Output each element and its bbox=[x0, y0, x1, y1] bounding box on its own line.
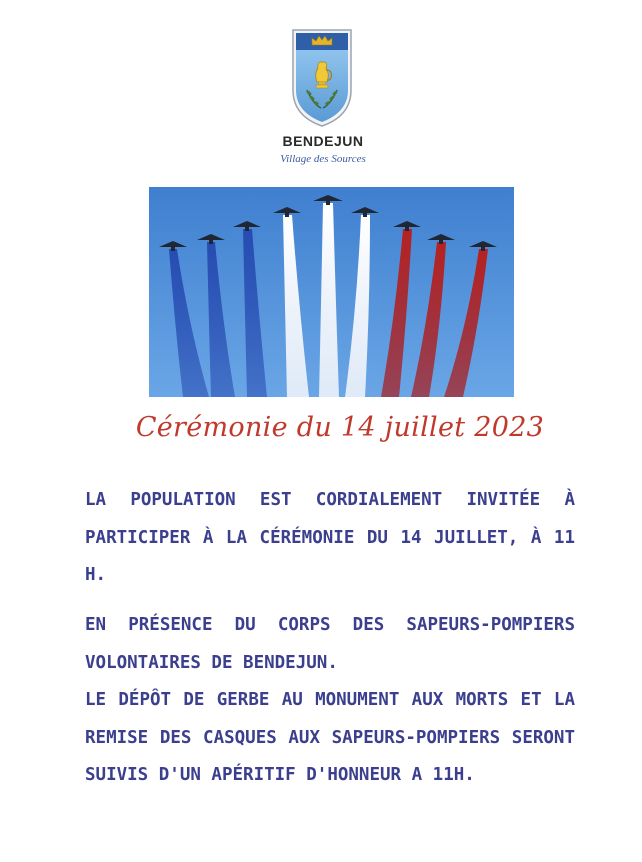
invitation-paragraph: LA POPULATION EST CORDIALEMENT INVITÉE À PARTICIPER À LA CÉRÉMONIE DU 14 JUILLET, À 11 H. bbox=[85, 490, 575, 585]
ceremony-details-paragraph: LE DÉPÔT DE GERBE AU MONUMENT AUX MORTS ET LA REMISE DES CASQUES AUX SAPEURS-POMPIERS SERONT SUIVIS D'UN APÉRITIF D'HONNEUR A 11H. bbox=[85, 690, 575, 785]
firefighters-paragraph: EN PRÉSENCE DU CORPS DES SAPEURS-POMPIERS VOLONTAIRES DE BENDEJUN. bbox=[85, 615, 575, 673]
town-name: BENDEJUN bbox=[282, 133, 364, 149]
patrouille-de-france-photo bbox=[149, 187, 514, 397]
town-tagline: Village des Sources bbox=[280, 153, 366, 165]
event-title: Cérémonie du 14 juillet 2023 bbox=[135, 412, 545, 443]
town-crest-logo bbox=[291, 28, 353, 128]
